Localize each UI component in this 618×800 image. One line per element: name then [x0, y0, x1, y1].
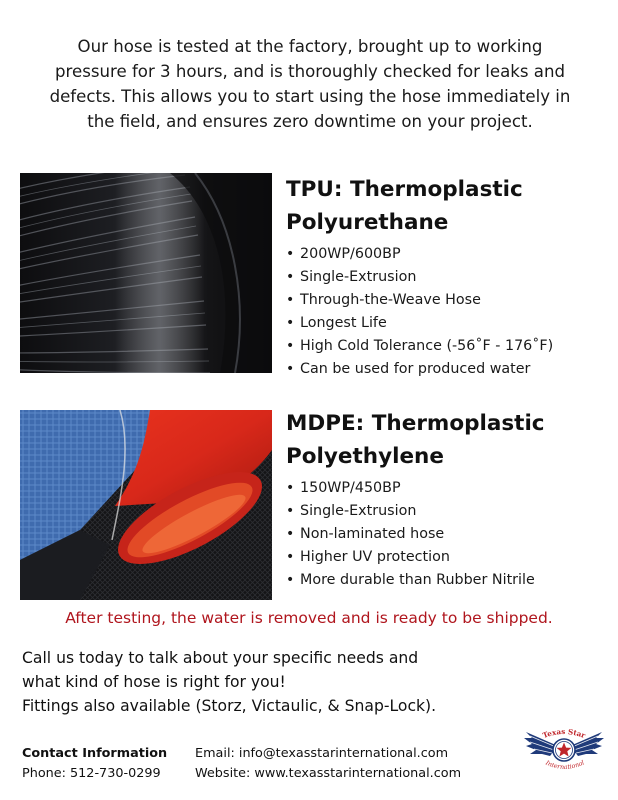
intro-line: Our hose is tested at the factory, brought up to working [77, 37, 543, 56]
feature-text: 200WP/600BP [300, 246, 401, 262]
feature-text: Single-Extrusion [300, 269, 417, 285]
texas-star-logo [522, 722, 606, 782]
logo-bottom-text: International [544, 759, 586, 772]
bullet-icon: • [286, 526, 295, 542]
contact-online [195, 744, 461, 784]
list-item [286, 243, 553, 266]
bullet-icon: • [286, 246, 295, 262]
list-item [286, 546, 545, 569]
bullet-icon: • [286, 338, 295, 354]
mdpe-heading-line: Polyethylene [286, 444, 444, 469]
feature-text: Non-laminated hose [300, 526, 445, 542]
bullet-icon: • [286, 480, 295, 496]
list-item [286, 500, 545, 523]
mdpe-heading-line: MDPE: Thermoplastic [286, 411, 545, 436]
bullet-icon: • [286, 361, 295, 377]
feature-text: 150WP/450BP [300, 480, 401, 496]
bullet-icon: • [286, 549, 295, 565]
tpu-section [286, 173, 553, 381]
bullet-icon: • [286, 292, 295, 308]
bullet-icon: • [286, 269, 295, 285]
tpu-hose-photo [20, 173, 272, 373]
feature-text: Through-the-Weave Hose [300, 292, 481, 308]
list-item [286, 358, 553, 381]
cta-line: what kind of hose is right for you! [22, 673, 286, 691]
logo-emblem [522, 722, 606, 782]
call-to-action [22, 646, 436, 718]
list-item [286, 523, 545, 546]
contact-title: Contact Information [22, 746, 168, 761]
feature-text: Higher UV protection [300, 549, 450, 565]
bullet-icon: • [286, 315, 295, 331]
intro-line: pressure for 3 hours, and is thoroughly checked for leaks and [55, 62, 565, 81]
contact-block [22, 744, 167, 784]
contact-email[interactable]: Email: info@texasstarinternational.com [195, 746, 449, 761]
mdpe-heading [286, 407, 545, 473]
bullet-icon: • [286, 503, 295, 519]
logo-top-text: Texas Star [541, 726, 587, 740]
list-item [286, 335, 553, 358]
feature-text: Longest Life [300, 315, 387, 331]
feature-text: More durable than Rubber Nitrile [300, 572, 535, 588]
feature-text: High Cold Tolerance (-56˚F - 176˚F) [300, 338, 554, 354]
list-item [286, 289, 553, 312]
tpu-feature-list [286, 243, 553, 381]
list-item [286, 569, 545, 592]
feature-text: Can be used for produced water [300, 361, 531, 377]
tpu-heading-line: TPU: Thermoplastic [286, 177, 523, 202]
contact-website[interactable]: Website: www.texasstarinternational.com [195, 766, 462, 781]
list-item [286, 266, 553, 289]
cta-line: Fittings also available (Storz, Victaulic, & Snap-Lock). [22, 697, 437, 715]
tpu-heading-line: Polyurethane [286, 210, 449, 235]
tpu-hose-image [20, 173, 272, 373]
mdpe-feature-list [286, 477, 545, 592]
mdpe-hose-image [20, 410, 272, 600]
cta-line: Call us today to talk about your specific needs and [22, 649, 419, 667]
list-item [286, 312, 553, 335]
tpu-heading [286, 173, 553, 239]
mdpe-section [286, 407, 545, 592]
intro-line: defects. This allows you to start using the hose immediately in [49, 87, 571, 106]
intro-paragraph [36, 34, 584, 134]
feature-text: Single-Extrusion [300, 503, 417, 519]
mdpe-hose-photo [20, 410, 272, 600]
contact-phone[interactable]: Phone: 512-730-0299 [22, 766, 161, 781]
shipping-notice: After testing, the water is removed and is ready to be shipped. [65, 609, 553, 627]
bullet-icon: • [286, 572, 295, 588]
intro-line: the field, and ensures zero downtime on your project. [87, 112, 533, 131]
list-item [286, 477, 545, 500]
